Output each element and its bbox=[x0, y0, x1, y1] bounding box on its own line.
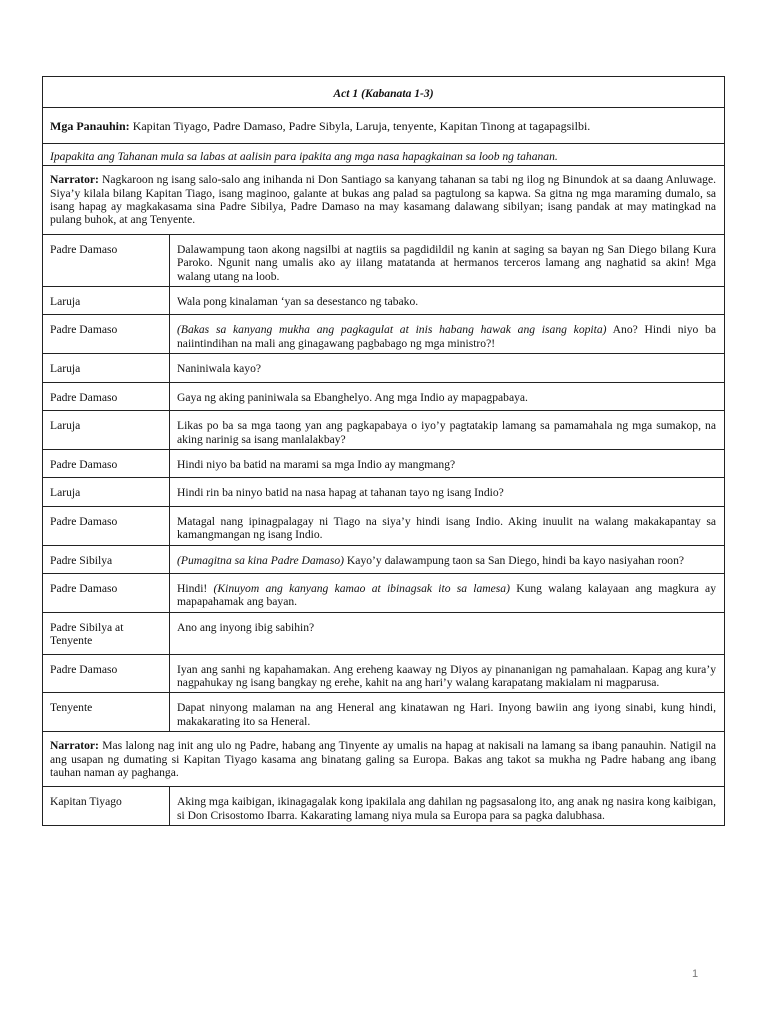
speaker-name: Laruja bbox=[43, 478, 170, 505]
speaker-name: Kapitan Tiyago bbox=[43, 787, 170, 825]
speaker-name: Padre Damaso bbox=[43, 507, 170, 545]
speaker-name: Padre Damaso bbox=[43, 235, 170, 286]
dialogue-line bbox=[170, 693, 724, 731]
dialogue-group bbox=[43, 235, 724, 732]
dialogue-text: Aking mga kaibigan, ikinagagalak kong ipakilala ang dahilan ng pagsasalong ito, ang anak ng nasira kong kaibigan, si Don Crisostomo Ibarra. Kakarating lamang niya mula sa Europa para sa pagka dalubhasa. bbox=[177, 795, 716, 822]
dialogue-row bbox=[43, 613, 724, 655]
dialogue-line bbox=[170, 354, 724, 381]
dialogue-text: Matagal nang ipinagpalagay ni Tiago na siya’y hindi isang Indio. Aking inuulit na walang makakapantay sa kamangmangan ng isang Indio. bbox=[177, 514, 716, 542]
dialogue-line bbox=[170, 450, 724, 477]
guest-label: Mga Panauhin: bbox=[50, 119, 130, 134]
dialogue-line bbox=[170, 383, 724, 410]
guest-list bbox=[43, 108, 724, 143]
stage-direction: Ipapakita ang Tahanan mula sa labas at aalisin para ipakita ang mga nasa hapagkainan sa loob ng tahanan. bbox=[43, 144, 724, 166]
dialogue-text: Ano? Hindi niyo ba naiintindihan na mali ang ginagawang pagbabago ng mga ministro?! bbox=[177, 323, 717, 350]
dialogue-line bbox=[170, 315, 724, 353]
dialogue-line bbox=[170, 574, 724, 612]
dialogue-row bbox=[43, 411, 724, 450]
speaker-name: Laruja bbox=[43, 411, 170, 449]
dialogue-row bbox=[43, 235, 724, 287]
dialogue-row bbox=[43, 354, 724, 382]
dialogue-row bbox=[43, 507, 724, 546]
speaker-name: Padre Damaso bbox=[43, 655, 170, 693]
act-title: Act 1 (Kabanata 1-3) bbox=[43, 77, 724, 108]
dialogue-text: Hindi! bbox=[177, 581, 214, 595]
dialogue-row bbox=[43, 450, 724, 478]
dialogue-row bbox=[43, 787, 724, 825]
dialogue-line bbox=[170, 235, 724, 286]
dialogue-line bbox=[170, 507, 724, 545]
speaker-name: Padre Damaso bbox=[43, 574, 170, 612]
speaker-name: Padre Damaso bbox=[43, 450, 170, 477]
dialogue-text: Iyan ang sanhi ng kapahamakan. Ang ereheng kaaway ng Diyos ay pinananigan ng pamahalaan. Kapag ang kura’y nagpahukay ng isang bangkay ng erehe, kahit na ang hari’y walang karapatang makialam ni magparusa. bbox=[177, 662, 716, 689]
dialogue-text: Naniniwala kayo? bbox=[177, 362, 262, 376]
dialogue-text: Hindi rin ba ninyo batid na nasa hapag at tahanan tayo ng isang Indio? bbox=[177, 486, 504, 500]
dialogue-line bbox=[170, 478, 724, 505]
dialogue-text: Ano ang inyong ibig sabihin? bbox=[177, 620, 315, 634]
dialogue-text: Kung walang kalayaan ang magkura ay mapapahamak ang bayan. bbox=[177, 581, 717, 609]
dialogue-row bbox=[43, 478, 724, 506]
dialogue-text: Hindi niyo ba batid na marami sa mga Indio ay mangmang? bbox=[177, 457, 456, 471]
speaker-name: Padre Damaso bbox=[43, 315, 170, 353]
stage-direction-inline: (Bakas sa kanyang mukha ang pagkagulat at inis habang hawak ang isang kopita) bbox=[177, 323, 607, 337]
speaker-name: Laruja bbox=[43, 354, 170, 381]
dialogue-row bbox=[43, 546, 724, 574]
dialogue-row bbox=[43, 655, 724, 694]
stage-direction-inline: (Kinuyom ang kanyang kamao at ibinagsak ito sa lamesa) bbox=[213, 581, 510, 595]
narration-block bbox=[43, 166, 724, 235]
dialogue-text: Dapat ninyong malaman na ang Heneral ang kinatawan ng Hari. Inyong bawiin ang iyong sinabi, kung hindi, makakarating ito sa Heneral. bbox=[177, 701, 716, 728]
speaker-name: Tenyente bbox=[43, 693, 170, 731]
dialogue-row bbox=[43, 383, 724, 411]
speaker-name: Padre Damaso bbox=[43, 383, 170, 410]
dialogue-text: Likas po ba sa mga taong yan ang pagkapabaya o iyo’y pagtatakip lamang sa pamamahala ng mga sumakop, na aking narinig sa isang manlalakbay? bbox=[177, 419, 716, 446]
narration-block bbox=[43, 732, 724, 787]
page-number: 1 bbox=[692, 968, 699, 980]
dialogue-group bbox=[43, 787, 724, 825]
dialogue-line bbox=[170, 613, 724, 654]
speaker-name: Padre Sibilya bbox=[43, 546, 170, 573]
dialogue-row bbox=[43, 574, 724, 613]
dialogue-line bbox=[170, 787, 724, 825]
dialogue-row bbox=[43, 315, 724, 354]
speaker-name: Laruja bbox=[43, 287, 170, 314]
narrator-label: Narrator: bbox=[50, 173, 99, 187]
guest-names: Kapitan Tiyago, Padre Damaso, Padre Sibyla, Laruja, tenyente, Kapitan Tinong at tagapagsilbi. bbox=[129, 119, 591, 134]
dialogue-line bbox=[170, 655, 724, 693]
narration-text: Mas lalong nag init ang ulo ng Padre, habang ang Tinyente ay umalis na hapag at nakisali na lamang sa ibang panauhin. Natigil na ang usapan ng dumating si Kapitan Tiyago kasama ang binatang galing sa Europa. Bakas ang takot sa mukha ng Padre habang ang ibang tauhan naman ay paghanga. bbox=[50, 739, 716, 779]
speaker-name: Padre Sibilya at Tenyente bbox=[43, 613, 170, 654]
dialogue-line bbox=[170, 546, 724, 573]
dialogue-row bbox=[43, 693, 724, 731]
stage-direction-inline: (Pumagitna sa kina Padre Damaso) bbox=[177, 553, 345, 567]
dialogue-text: Gaya ng aking paniniwala sa Ebanghelyo. Ang mga Indio ay mapagpabaya. bbox=[177, 390, 528, 404]
script-table bbox=[42, 76, 725, 826]
dialogue-text: Kayo’y dalawampung taon sa San Diego, hindi ba kayo nasiyahan roon? bbox=[344, 553, 685, 567]
dialogue-text: Wala pong kinalaman ‘yan sa desestanco ng tabako. bbox=[177, 295, 419, 309]
dialogue-line bbox=[170, 411, 724, 449]
dialogue-text: Dalawampung taon akong nagsilbi at nagtiis sa pagdidildil ng kanin at saging sa bayan ng San Diego bilang Kura Paroko. Ngunit nang umalis ako ay iilang matatanda at hermanos terceros lamang ang naghatid sa akin! Mga walang utang na loob. bbox=[177, 242, 716, 283]
narration-text: Nagkaroon ng isang salo-salo ang inihanda ni Don Santiago sa kanyang tahanan sa tabi ng ilog ng Binundok at sa daang Anluwage. Siya’y kilala bilang Kapitan Tiago, isang maginoo, galante at bukas ang palad sa pagtulong sa kapwa. Sa gitna ng mga maraming dumalo, sa isang hapag ay magkakasama sina Padre Sibilya, Padre Damaso na may kasamang dalawang sibilyan; isang pandak at may matingkad na pulang buhok, at ang Tenyente. bbox=[50, 173, 716, 227]
narrator-label: Narrator: bbox=[50, 739, 99, 753]
dialogue-line bbox=[170, 287, 724, 314]
dialogue-row bbox=[43, 287, 724, 315]
